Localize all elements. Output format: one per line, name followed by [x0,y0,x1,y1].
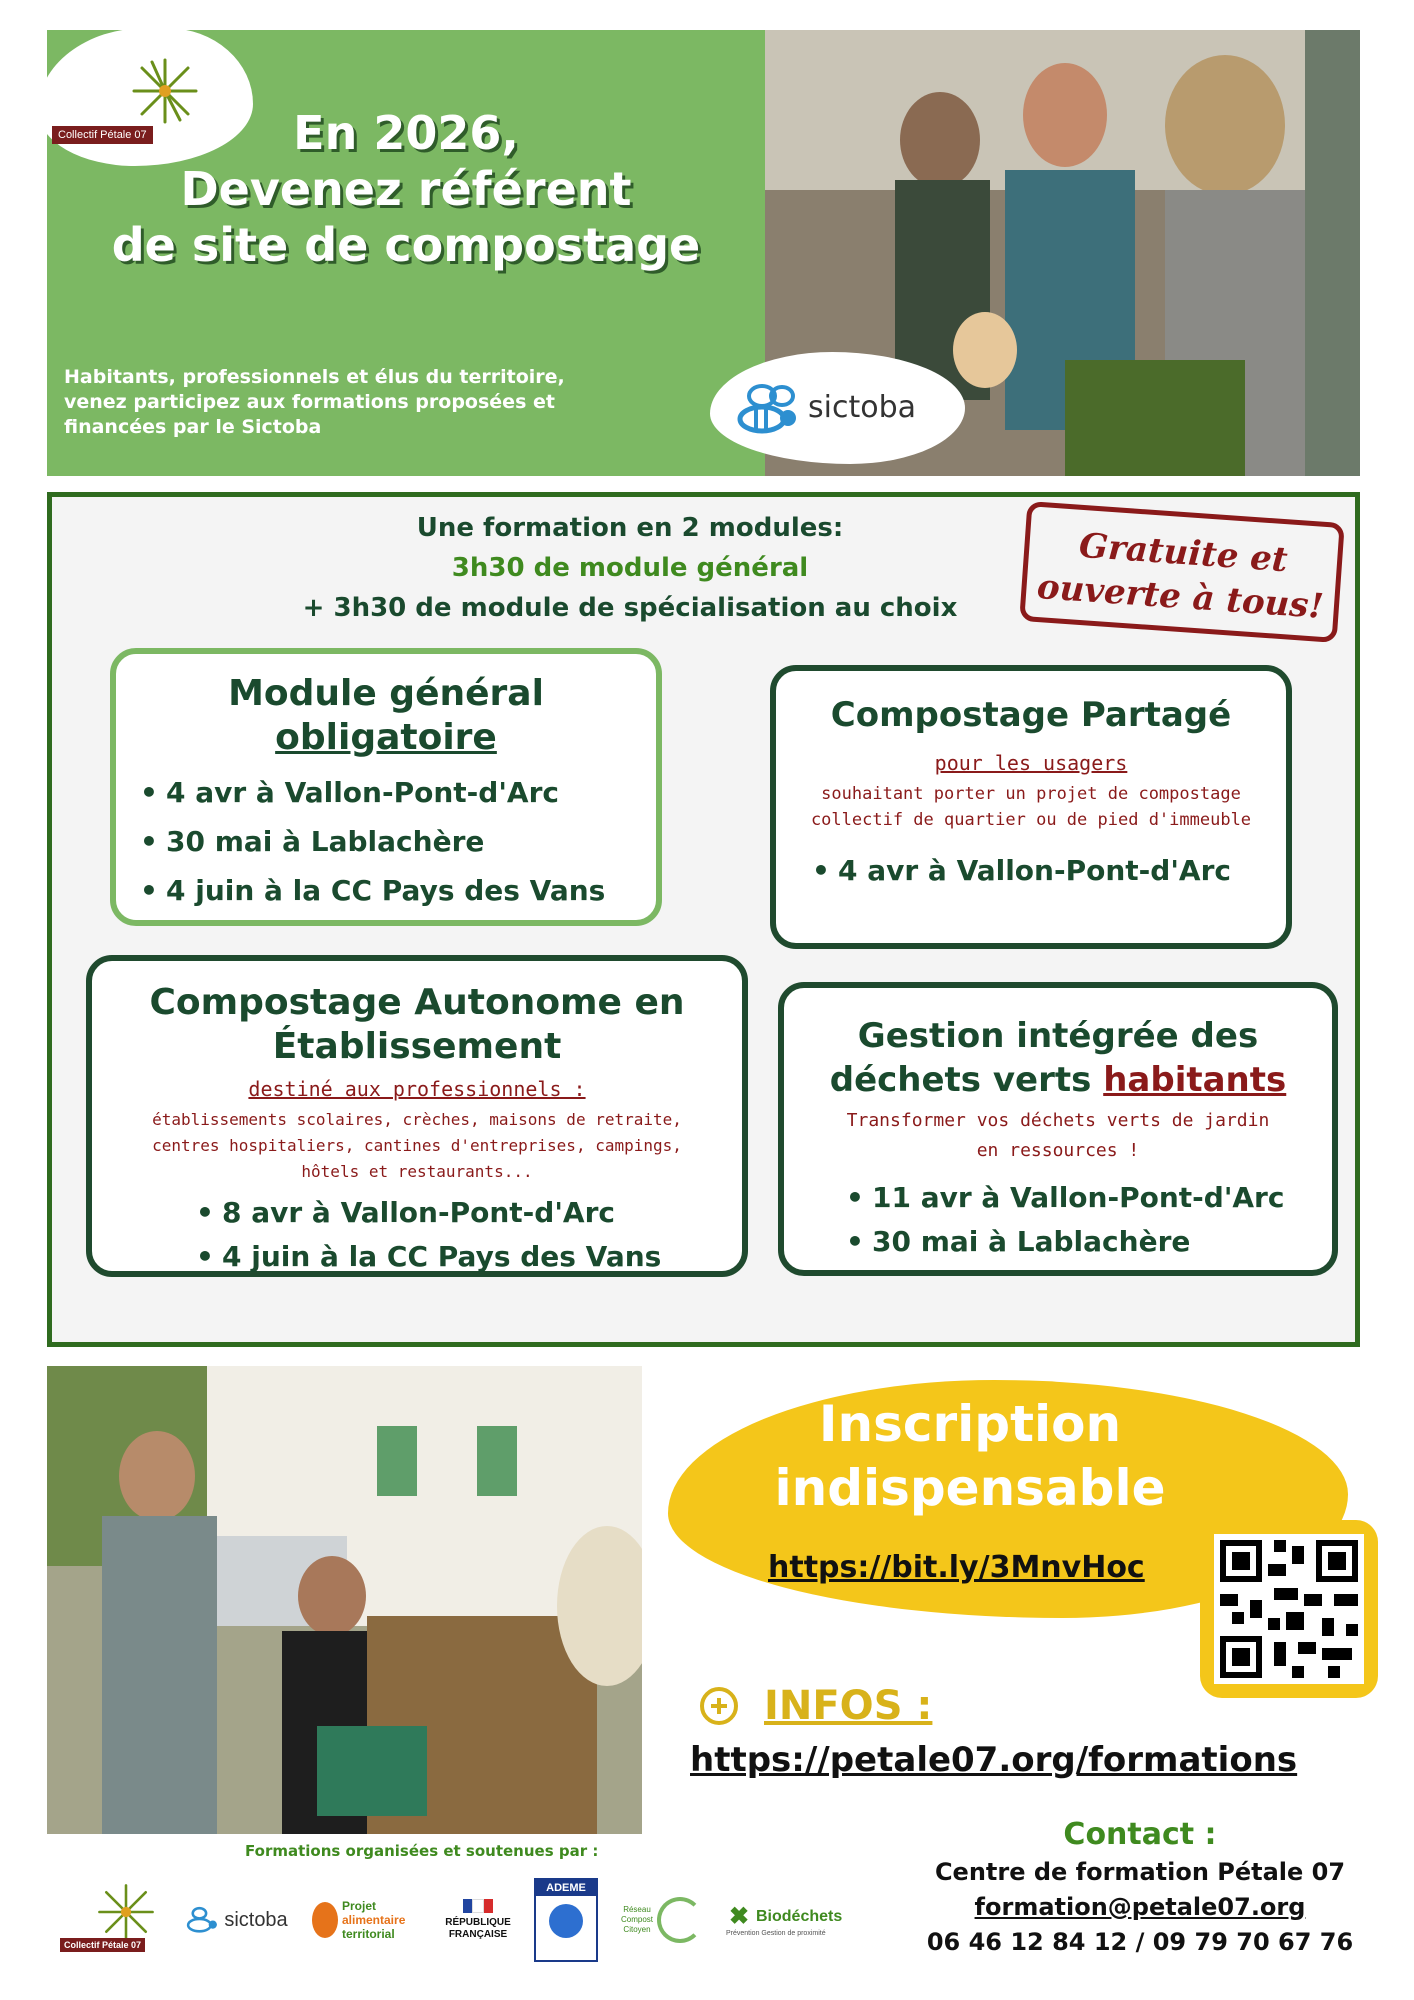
compost-photo-illustration [47,1366,642,1834]
intro-text: Une formation en 2 modules: 3h30 de module général + 3h30 de module de spécialisation au choix [302,513,958,623]
inscription-link[interactable]: https://bit.ly/3MnvHoc [768,1550,1145,1585]
recycle-icon: ✖ [728,1902,750,1930]
partner-republique-logo: RÉPUBLIQUE FRANÇAISE [438,1880,518,1960]
list-item: • 4 juin à la CC Pays des Vans [192,1235,742,1279]
list-item: • 4 avr à Vallon-Pont-d'Arc [808,851,1286,891]
flag-icon [463,1899,493,1913]
globe-icon [549,1904,583,1938]
hero-subtitle: Habitants, professionnels et élus du territoire, venez participez aux formations proposées et financées par le Sictoba [64,366,565,438]
partner-rcc-logo: Réseau Compost Citoyen [614,1880,710,1960]
rcc-icon [657,1897,703,1943]
module-dechets-description: Transformer vos déchets verts de jardin en ressources ! [846,1110,1270,1161]
module-autonome-audience: destiné aux professionnels : [248,1077,586,1101]
module-dechets-card [778,982,1338,1276]
module-partage-title: Compostage Partagé [830,695,1232,735]
contact-phones: 06 46 12 84 12 / 09 79 70 67 76 [926,1928,1354,1956]
qr-code-icon [1214,1534,1364,1684]
list-item: • 4 juin à la CC Pays des Vans [136,866,656,915]
bee-icon [184,1902,220,1938]
module-general-title: Module général obligatoire [228,673,544,758]
contact-block [910,1815,1370,1960]
pat-icon [312,1902,338,1938]
free-stamp: Gratuite et ouverte à tous! [1019,501,1345,643]
compost-photo [47,1366,642,1834]
infos-link[interactable]: https://petale07.org/formations [690,1740,1298,1780]
infos-heading: INFOS : [700,1683,932,1729]
qr-code[interactable] [1200,1520,1378,1698]
partner-ademe-logo: ADEME [534,1878,598,1962]
module-autonome-description: établissements scolaires, crèches, maisons de retraite, centres hospitaliers, cantines d'entreprises, campings, hôtels et restaurants... [152,1110,682,1181]
plus-circle-icon [700,1687,738,1725]
module-dechets-title: Gestion intégrée des déchets verts habitants [829,1016,1287,1100]
sictoba-label: sictoba [808,390,917,425]
contact-email[interactable]: formation@petale07.org [974,1893,1306,1921]
list-item: • 8 avr à Vallon-Pont-d'Arc [192,1191,742,1235]
module-general-dates [136,768,656,915]
module-partage-description: souhaitant porter un projet de compostage collectif de quartier ou de pied d'immeuble [810,784,1252,830]
module-general-card [110,648,662,926]
partners-title: Formations organisées et soutenues par : [245,1842,599,1860]
inscription-title: Inscription indispensable [774,1395,1166,1517]
partner-pat-logo: Projet alimentaire territorial [312,1880,422,1960]
partner-sictoba-logo: sictoba [176,1880,296,1960]
page-title: En 2026, Devenez référent de site de compostage [111,106,701,272]
module-dechets-dates [842,1176,1332,1264]
list-item: • 30 mai à Lablachère [842,1220,1332,1264]
logo-label: Collectif Pétale 07 [52,126,153,144]
module-autonome-card [86,955,748,1277]
module-partage-audience: pour les usagers [934,751,1128,775]
module-autonome-dates [192,1191,742,1279]
list-item: • 4 avr à Vallon-Pont-d'Arc [136,768,656,817]
contact-org: Centre de formation Pétale 07 [934,1858,1346,1886]
partner-petale-logo: Collectif Pétale 07 [60,1880,160,1960]
contact-heading: Contact : [1063,1817,1217,1852]
list-item: • 11 avr à Vallon-Pont-d'Arc [842,1176,1332,1220]
module-autonome-title: Compostage Autonome en Établissement [149,982,685,1067]
module-partage-card [770,665,1292,949]
partner-biodechets-logo: ✖ Biodéchets Prévention Gestion de proximité [726,1902,843,1937]
flower-icon [96,1882,156,1942]
bee-icon [732,374,802,444]
list-item: • 30 mai à Lablachère [136,817,656,866]
partners-logos [60,1870,900,1970]
sictoba-logo [710,352,965,464]
module-partage-dates [808,851,1286,891]
